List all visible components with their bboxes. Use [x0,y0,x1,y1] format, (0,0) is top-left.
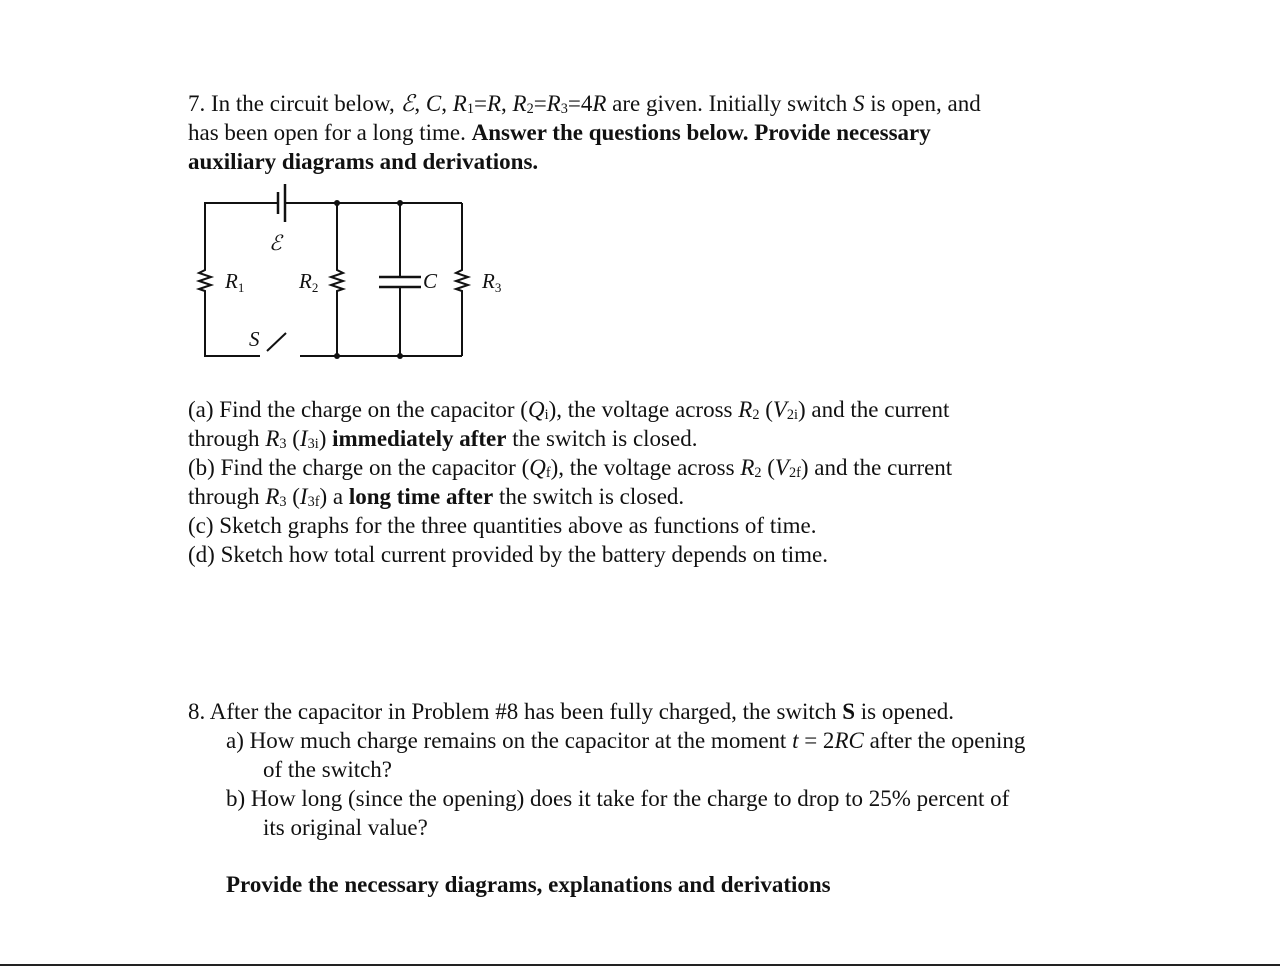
r1-label: R1 [225,269,245,295]
part-a-line-1: (a) Find the charge on the capacitor $(Q_i)$, the voltage across $R_2$ $(V_{2i})$ and the current [188,397,950,424]
problem-8-line-1: 8. After the capacitor in Problem #8 has been fully charged, the switch S is opened. [188,699,955,724]
emf-label: ℰ [269,231,282,255]
r3-resistor [456,203,468,356]
circuit-diagram [185,178,502,363]
problem-7-line-2: has been open for a long time. Answer the questions below. Provide necessary [188,120,931,145]
switch-blade [267,333,286,351]
part-c: (c) Sketch graphs for the three quantities above as functions of time. [188,513,817,538]
problem-8-part-b-line-2: its original value? [263,815,428,840]
r2-resistor [331,268,343,356]
junction-dot [397,200,403,206]
junction-dot [397,353,403,359]
junction-dot [334,353,340,359]
problem-7-questions [188,395,952,569]
part-b-line-1: (b) Find the charge on the capacitor $(Q_f)$, the voltage across $R_2$ $(V_{2f})$ and the current [188,455,953,482]
junction-dot [334,200,340,206]
part-b-line-2: through $R_3$ $(I_{3f})$ a long time after the switch is closed. [188,484,685,511]
capacitor-label: C [423,269,438,293]
problem-8-part-b-line-1: b) How long (since the opening) does it take for the charge to drop to 25% percent of [226,786,1010,811]
problem-7-line-1: 7. In the circuit below, ℰ, C, $R_1=R$, $R_2=R_3=4R$ are given. Initially switch S is open, and [188,91,981,118]
r3-label: R3 [482,269,502,295]
bottom-divider [0,964,1280,966]
problem-7-line-3: auxiliary diagrams and derivations. [188,149,539,174]
wire-top-left [205,203,278,268]
problem-8-footer: Provide the necessary diagrams, explanations and derivations [226,872,831,897]
r1-resistor [199,268,211,293]
problem-8-part-a-line-1: a) How much charge remains on the capacitor at the moment t = 2RC after the opening [226,728,1026,753]
switch-label: S [249,327,260,351]
part-a-line-2: through $R_3$ $(I_{3i})$ immediately after the switch is closed. [188,426,698,453]
part-d: (d) Sketch how total current provided by the battery depends on time. [188,542,828,567]
problem-7-intro [188,89,981,176]
problem-8 [188,697,1025,842]
problem-8-part-a-line-2: of the switch? [263,757,393,782]
r2-label: R2 [299,269,319,295]
